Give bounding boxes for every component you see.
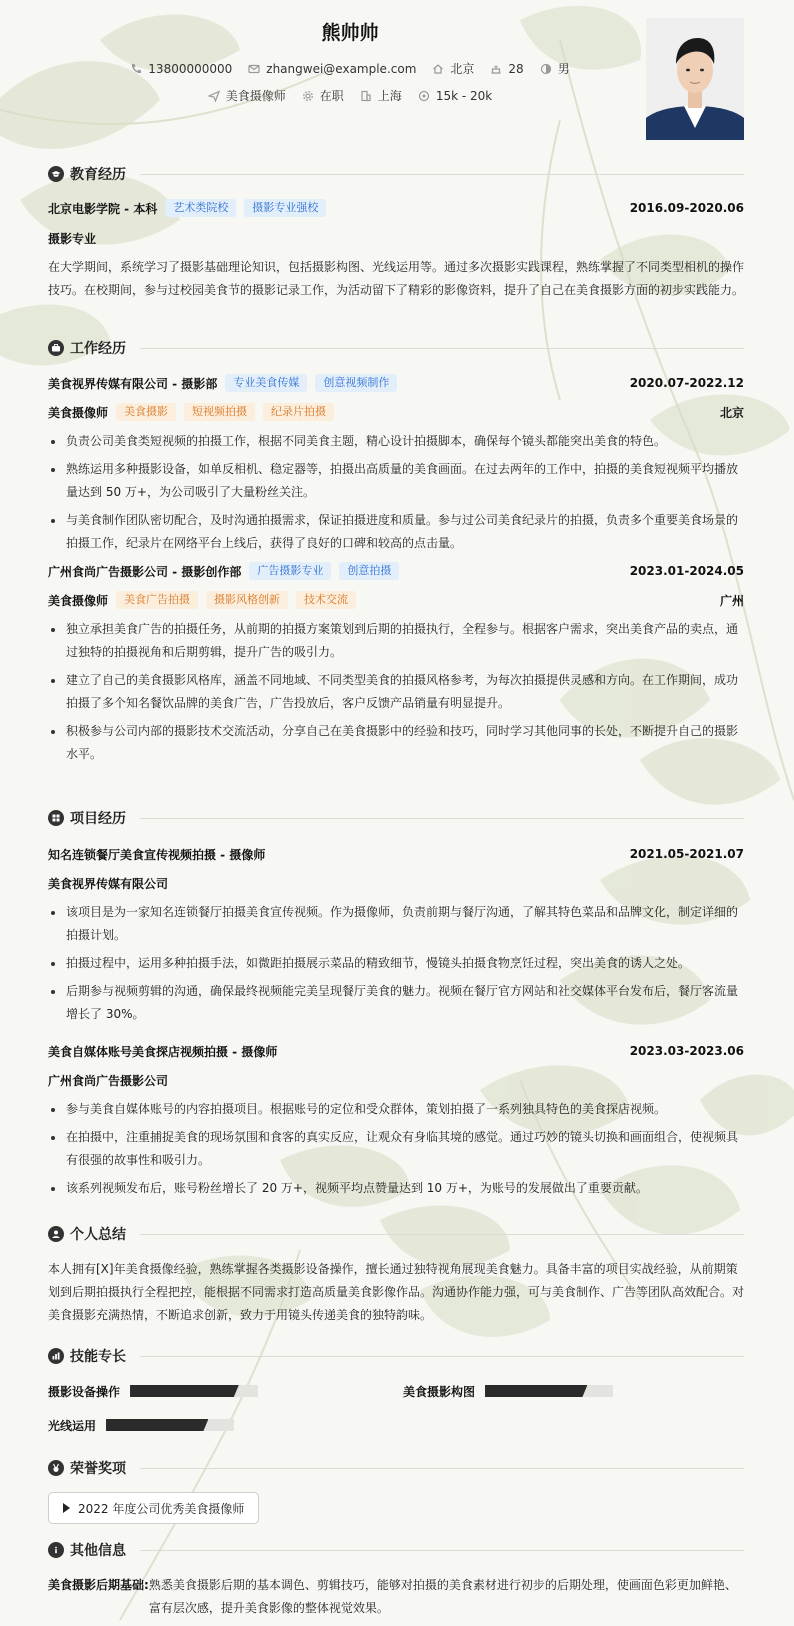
phone-icon	[130, 63, 142, 75]
divider	[140, 1550, 744, 1551]
company-tag: 广告摄影专业	[249, 562, 331, 580]
list-item: 积极参与公司内部的摄影技术交流活动，分享自己在美食摄影中的经验和技巧，同时学习其他同事的长处，不断提升自己的摄影水平。	[48, 720, 744, 766]
list-item: 在拍摄中，注重捕捉美食的现场氛围和食客的真实反应，让观众有身临其境的感觉。通过巧妙的镜头切换和画面组合，使视频具有很强的故事性和吸引力。	[48, 1126, 744, 1172]
education-label: 教育经历	[70, 167, 126, 183]
mail-icon	[248, 63, 260, 75]
job-intent-row	[0, 87, 700, 104]
school-tag: 艺术类院校	[165, 199, 236, 217]
user-icon	[48, 1226, 64, 1242]
project-title: 知名连锁餐厅美食宣传视频拍摄 - 摄像师	[48, 847, 266, 862]
email-item	[248, 62, 416, 76]
city-item	[432, 60, 474, 77]
divider	[140, 1468, 744, 1469]
company-name: 广州食尚广告摄影公司 - 摄影创作部	[48, 564, 242, 579]
education-date: 2016.09-2020.06	[629, 201, 744, 215]
education-header-row	[48, 198, 744, 218]
work-label: 工作经历	[70, 341, 126, 357]
profile-photo	[646, 18, 744, 140]
summary-label: 个人总结	[70, 1227, 126, 1243]
gender-icon	[540, 63, 552, 75]
list-item: 参与美食自媒体账号的内容拍摄项目。根据账号的定位和受众群体，策划拍摄了一系列独具特色的美食探店视频。	[48, 1098, 744, 1121]
job-date: 2023.01-2024.05	[629, 564, 744, 578]
salary-value: 15k - 20k	[435, 88, 493, 103]
role-tag: 美食广告拍摄	[116, 591, 198, 609]
skills-title	[48, 1346, 744, 1366]
building-icon	[360, 90, 372, 102]
major-row	[48, 228, 744, 248]
company-tag: 专业美食传媒	[225, 374, 307, 392]
job-header-row	[48, 561, 744, 581]
job-bullets	[48, 430, 744, 560]
list-item: 熟练运用多种摄影设备，如单反相机、稳定器等，拍摄出高质量的美食画面。在过去两年的工作中，拍摄的美食短视频平均播放量达到 50 万+，为公司吸引了大量粉丝关注。	[48, 458, 744, 504]
email-value: zhangwei@example.com	[266, 61, 417, 76]
company-tag: 创意拍摄	[339, 562, 399, 580]
skill-item	[403, 1382, 613, 1400]
role-tag: 摄影风格创新	[206, 591, 288, 609]
skill-level	[130, 1385, 239, 1397]
age-icon	[490, 63, 502, 75]
skills-label: 技能专长	[70, 1349, 126, 1365]
status-item	[302, 87, 344, 104]
role-tag: 纪录片拍摄	[263, 403, 334, 421]
job-date: 2020.07-2022.12	[629, 376, 744, 390]
job-role-row	[48, 402, 744, 422]
job-role: 美食摄像师	[48, 593, 109, 608]
resume-header	[0, 0, 794, 150]
divider	[140, 1234, 744, 1235]
list-item: 与美食制作团队密切配合，及时沟通拍摄需求，保证拍摄进度和质量。参与过公司美食纪录片的拍摄，负责多个重要美食场景的拍摄工作，纪录片在网络平台上线后，获得了良好的口碑和较高的点击量。	[48, 509, 744, 555]
project-date: 2021.05-2021.07	[629, 847, 744, 861]
gender-item	[540, 60, 570, 77]
major-name: 摄影专业	[48, 231, 97, 246]
position-value: 美食摄像师	[225, 89, 286, 103]
company-tag: 创意视频制作	[315, 374, 397, 392]
education-title	[48, 164, 744, 184]
phone-value: 13800000000	[148, 61, 233, 76]
project-org-row	[48, 1070, 744, 1090]
skill-bar	[106, 1419, 234, 1431]
other-label: 其他信息	[70, 1543, 126, 1559]
awards-title	[48, 1458, 744, 1478]
project-bullets	[48, 1098, 744, 1205]
briefcase-icon	[48, 340, 64, 356]
projects-section	[48, 808, 744, 1195]
medal-icon	[48, 1460, 64, 1476]
work-section	[48, 338, 744, 761]
chart-bars-icon	[48, 1348, 64, 1364]
skill-level	[106, 1419, 208, 1431]
send-icon	[208, 90, 220, 102]
info-icon	[48, 1542, 64, 1558]
other-row	[48, 1574, 744, 1620]
list-item: 后期参与视频剪辑的沟通，确保最终视频能完美呈现餐厅美食的魅力。视频在餐厅官方网站和社交媒体平台发布后，餐厅客流量增长了 30%。	[48, 980, 744, 1026]
age-value: 28	[508, 61, 524, 76]
project-title: 美食自媒体账号美食探店视频拍摄 - 摄像师	[48, 1044, 278, 1059]
work-title	[48, 338, 744, 358]
job-role-row	[48, 590, 744, 610]
role-tag: 短视频拍摄	[184, 403, 255, 421]
education-description: 在大学期间，系统学习了摄影基础理论知识，包括摄影构图、光线运用等。通过多次摄影实践课程，熟练掌握了不同类型相机的操作技巧。在校期间，参与过校园美食节的摄影记录工作，为活动留下了精彩的影像资料，提升了自己在美食摄影方面的初步实践能力。	[48, 260, 745, 297]
contact-row	[0, 60, 700, 77]
money-icon	[418, 90, 430, 102]
job-header-row	[48, 373, 744, 393]
other-section	[48, 1540, 744, 1615]
skill-name: 美食摄影构图	[403, 1384, 476, 1399]
skill-name: 摄影设备操作	[48, 1384, 121, 1399]
salary-item	[418, 89, 492, 103]
skills-section	[48, 1346, 744, 1433]
divider	[140, 818, 744, 819]
project-date: 2023.03-2023.06	[629, 1044, 744, 1058]
play-icon	[63, 1503, 70, 1513]
grid-icon	[48, 810, 64, 826]
list-item: 拍摄过程中，运用多种拍摄手法，如微距拍摄展示菜品的精致细节，慢镜头拍摄食物烹饪过程，突出美食的诱人之处。	[48, 952, 744, 975]
skill-bar	[130, 1385, 258, 1397]
awards-section	[48, 1458, 744, 1516]
summary-title	[48, 1224, 744, 1244]
home-icon	[432, 63, 444, 75]
role-tag: 技术交流	[296, 591, 356, 609]
school-name: 北京电影学院 - 本科	[48, 201, 158, 216]
other-item-text: 熟悉美食摄影后期的基本调色、剪辑技巧，能够对拍摄的美食素材进行初步的后期处理，使画面色彩更加鲜艳、富有层次感，提升美食影像的整体视觉效果。	[148, 1578, 737, 1615]
gear-icon	[302, 90, 314, 102]
other-item-label: 美食摄影后期基础:	[48, 1578, 149, 1592]
target-city-value: 上海	[377, 89, 402, 103]
projects-title	[48, 808, 744, 828]
project-header-row	[48, 1041, 744, 1061]
summary-text: 本人拥有[X]年美食摄像经验，熟练掌握各类摄影设备操作，擅长通过独特视角展现美食魅力。具备丰富的项目实战经验，从前期策划到后期拍摄执行全程把控，能根据不同需求打造高质量美食影像作品。沟通协作能力强，可与美食制作、广告等团队高效配合。对美食摄影充满热情，不断追求创新，致力于用镜头传递美食的独特韵味。	[48, 1262, 745, 1322]
project-header-row	[48, 844, 744, 864]
awards-label: 荣誉奖项	[70, 1461, 126, 1477]
gender-value: 男	[557, 62, 570, 76]
skill-name: 光线运用	[48, 1418, 97, 1433]
list-item: 建立了自己的美食摄影风格库，涵盖不同地域、不同类型美食的拍摄风格参考，为每次拍摄提供灵感和方向。在工作期间，成功拍摄了多个知名餐饮品牌的美食广告，广告投放后，客户反馈产品销量有明显提升。	[48, 669, 744, 715]
project-org-row	[48, 873, 744, 893]
project-bullets	[48, 901, 744, 1031]
skill-item	[48, 1416, 234, 1434]
position-item	[208, 87, 286, 104]
company-name: 美食视界传媒有限公司 - 摄影部	[48, 376, 218, 391]
project-org: 广州食尚广告摄影公司	[48, 1073, 169, 1088]
job-bullets	[48, 618, 744, 771]
status-value: 在职	[319, 89, 344, 103]
summary-section	[48, 1224, 745, 1322]
education-section	[48, 164, 745, 297]
target-city-item	[360, 87, 402, 104]
job-location: 北京	[719, 405, 744, 420]
divider	[140, 1356, 744, 1357]
award-name: 2022 年度公司优秀美食摄像师	[78, 1501, 245, 1516]
award-item[interactable]	[48, 1492, 259, 1524]
project-org: 美食视界传媒有限公司	[48, 876, 169, 891]
skill-level	[485, 1385, 587, 1397]
school-tag: 摄影专业强校	[244, 199, 326, 217]
list-item: 负责公司美食类短视频的拍摄工作，根据不同美食主题，精心设计拍摄脚本，确保每个镜头都能突出美食的特色。	[48, 430, 744, 453]
graduation-cap-icon	[48, 166, 64, 182]
list-item: 独立承担美食广告的拍摄任务，从前期的拍摄方案策划到后期的拍摄执行，全程参与。根据客户需求，突出美食产品的卖点，通过独特的拍摄视角和后期剪辑，提升广告的吸引力。	[48, 618, 744, 664]
skill-item	[48, 1382, 258, 1400]
skill-bar	[485, 1385, 613, 1397]
projects-label: 项目经历	[70, 811, 126, 827]
candidate-name: 熊帅帅	[321, 22, 379, 44]
role-tag: 美食摄影	[116, 403, 176, 421]
age-item	[490, 62, 523, 76]
phone-item	[130, 62, 232, 76]
city-value: 北京	[450, 62, 475, 76]
job-role: 美食摄像师	[48, 405, 109, 420]
job-location: 广州	[719, 593, 744, 608]
list-item: 该系列视频发布后，账号粉丝增长了 20 万+，视频平均点赞量达到 10 万+，为账号的发展做出了重要贡献。	[48, 1177, 744, 1200]
divider	[140, 348, 744, 349]
divider	[140, 174, 744, 175]
list-item: 该项目是为一家知名连锁餐厅拍摄美食宣传视频。作为摄像师，负责前期与餐厅沟通，了解其特色菜品和品牌文化，制定详细的拍摄计划。	[48, 901, 744, 947]
other-title	[48, 1540, 744, 1560]
